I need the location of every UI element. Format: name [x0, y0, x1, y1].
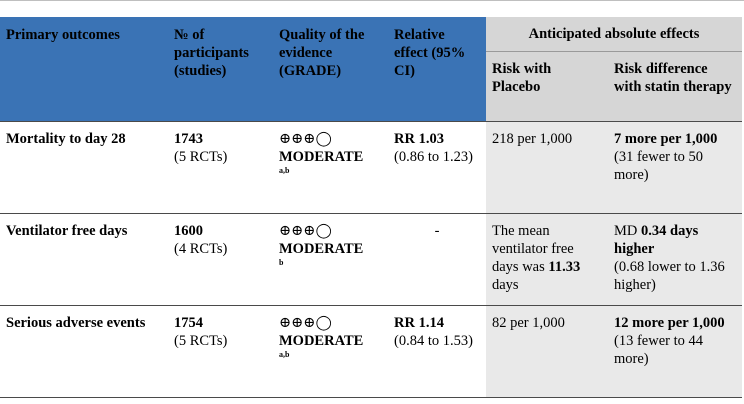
header-relative-effect: Relative effect (95% CI): [388, 17, 486, 122]
header-participants: № of participants (studies): [168, 17, 273, 122]
relative-effect-cell: [388, 214, 486, 306]
table-row: [0, 214, 742, 306]
grade-footnote: a,b: [279, 166, 290, 175]
relative-ci: (0.84 to 1.53): [394, 333, 473, 349]
relative-effect-cell: [388, 122, 486, 214]
relative-main: RR 1.14: [394, 315, 444, 331]
relative-main: -: [434, 223, 440, 239]
header-risk-difference: Risk difference with statin therapy: [608, 52, 742, 122]
header-quality: Quality of the evidence (GRADE): [273, 17, 388, 122]
placebo-risk-cell: [486, 214, 608, 306]
grade-cell: [273, 122, 388, 214]
grade-footnote: a,b: [279, 350, 290, 359]
participants-cell: [168, 306, 273, 398]
outcome-cell: Ventilator free days: [0, 214, 168, 306]
placebo-prefix: The mean ventilator free days was: [492, 223, 574, 275]
risk-difference-cell: [608, 214, 742, 306]
difference-main: 7 more per 1,000: [614, 131, 718, 147]
table-row: [0, 122, 742, 214]
grade-label: MODERATE: [279, 333, 364, 349]
studies-count: (5 RCTs): [174, 333, 228, 349]
participants-count: 1743: [174, 131, 203, 147]
header-anticipated-effects: Anticipated absolute effects: [486, 17, 742, 52]
placebo-suffix: days: [492, 277, 519, 293]
risk-difference-cell: [608, 122, 742, 214]
participants-cell: [168, 122, 273, 214]
outcome-cell: Serious adverse events: [0, 306, 168, 398]
relative-main: RR 1.03: [394, 131, 444, 147]
participants-count: 1754: [174, 315, 203, 331]
participants-cell: [168, 214, 273, 306]
top-rule: [0, 0, 744, 1]
difference-value: 0.34 days higher: [614, 223, 699, 257]
header-primary-outcomes: Primary outcomes: [0, 17, 168, 122]
findings-table: [0, 17, 742, 398]
placebo-risk-cell: 82 per 1,000: [486, 306, 608, 398]
difference-range: (13 fewer to 44 more): [614, 333, 703, 367]
difference-range: (31 fewer to 50 more): [614, 149, 703, 183]
grade-label: MODERATE: [279, 149, 364, 165]
difference-prefix: MD: [614, 223, 641, 239]
grade-cell: [273, 214, 388, 306]
placebo-risk-cell: 218 per 1,000: [486, 122, 608, 214]
relative-effect-cell: [388, 306, 486, 398]
placebo-value: 11.33: [548, 259, 581, 275]
studies-count: (5 RCTs): [174, 149, 228, 165]
grade-symbols: ⊕⊕⊕◯: [279, 223, 332, 239]
grade-label: MODERATE: [279, 241, 364, 257]
header-risk-placebo: Risk with Placebo: [486, 52, 608, 122]
studies-count: (4 RCTs): [174, 241, 228, 257]
table-row: [0, 306, 742, 398]
grade-symbols: ⊕⊕⊕◯: [279, 131, 332, 147]
participants-count: 1600: [174, 223, 203, 239]
grade-symbols: ⊕⊕⊕◯: [279, 315, 332, 331]
risk-difference-cell: [608, 306, 742, 398]
difference-range: (0.68 lower to 1.36 higher): [614, 259, 725, 293]
outcome-cell: Mortality to day 28: [0, 122, 168, 214]
grade-footnote: b: [279, 258, 284, 267]
relative-ci: (0.86 to 1.23): [394, 149, 473, 165]
difference-main: 12 more per 1,000: [614, 315, 725, 331]
grade-cell: [273, 306, 388, 398]
